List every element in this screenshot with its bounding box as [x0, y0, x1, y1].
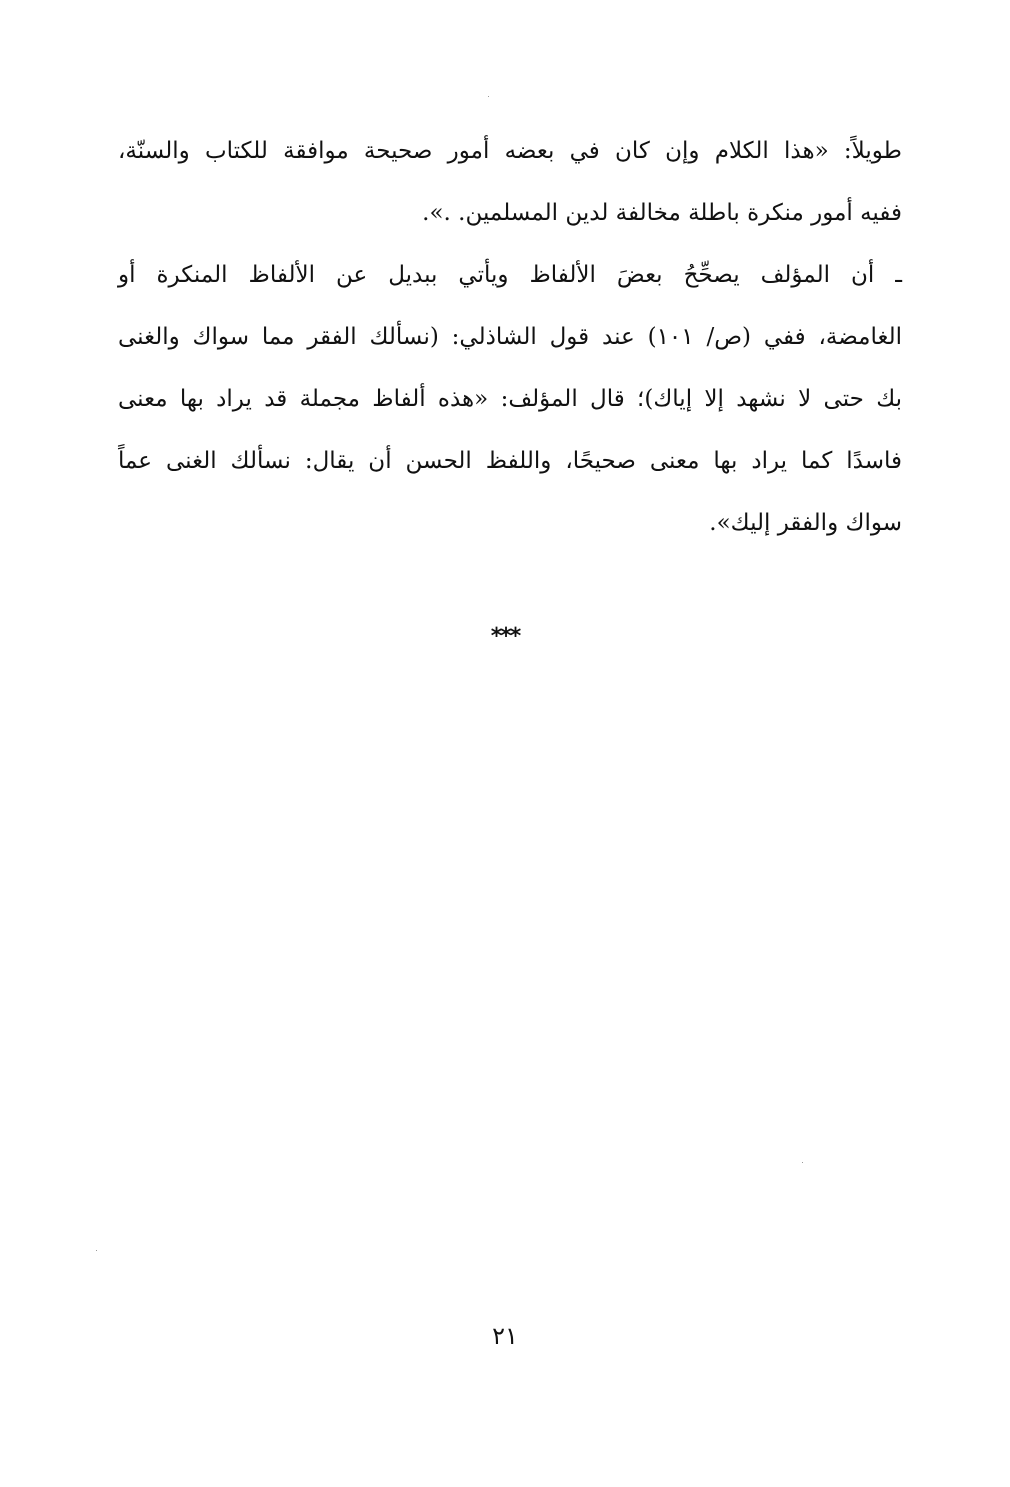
page-number: ٢١	[492, 1322, 518, 1350]
text-line: الغامضة، ففي (ص/ ١٠١) عند قول الشاذلي: (نسألك الفقر مما سواك والغنى	[118, 324, 902, 350]
text-line: ـ أن المؤلف يصحِّحُ بعضَ الألفاظ ويأتي ببديل عن الألفاظ المنكرة أو	[118, 262, 902, 288]
paragraph-1	[118, 120, 902, 244]
text-line: فاسدًا كما يراد بها معنى صحيحًا، واللفظ الحسن أن يقال: نسألك الغنى عماً	[118, 448, 902, 474]
text-line: سواك والفقر إليك».	[709, 510, 902, 536]
text-line: ففيه أمور منكرة باطلة مخالفة لدين المسلمين. .».	[422, 200, 902, 226]
paragraph-2	[118, 244, 902, 554]
body-text	[118, 120, 902, 554]
text-line: طويلاً: «هذا الكلام وإن كان في بعضه أمور صحيحة موافقة للكتاب والسنّة،	[118, 138, 902, 164]
text-line: بك حتى لا نشهد إلا إياك)؛ قال المؤلف: «هذه ألفاظ مجملة قد يراد بها معنى	[118, 386, 902, 412]
section-separator: ***	[490, 624, 520, 649]
scan-speck	[802, 1162, 803, 1163]
scan-speck	[96, 1250, 97, 1251]
scan-speck	[488, 96, 489, 97]
